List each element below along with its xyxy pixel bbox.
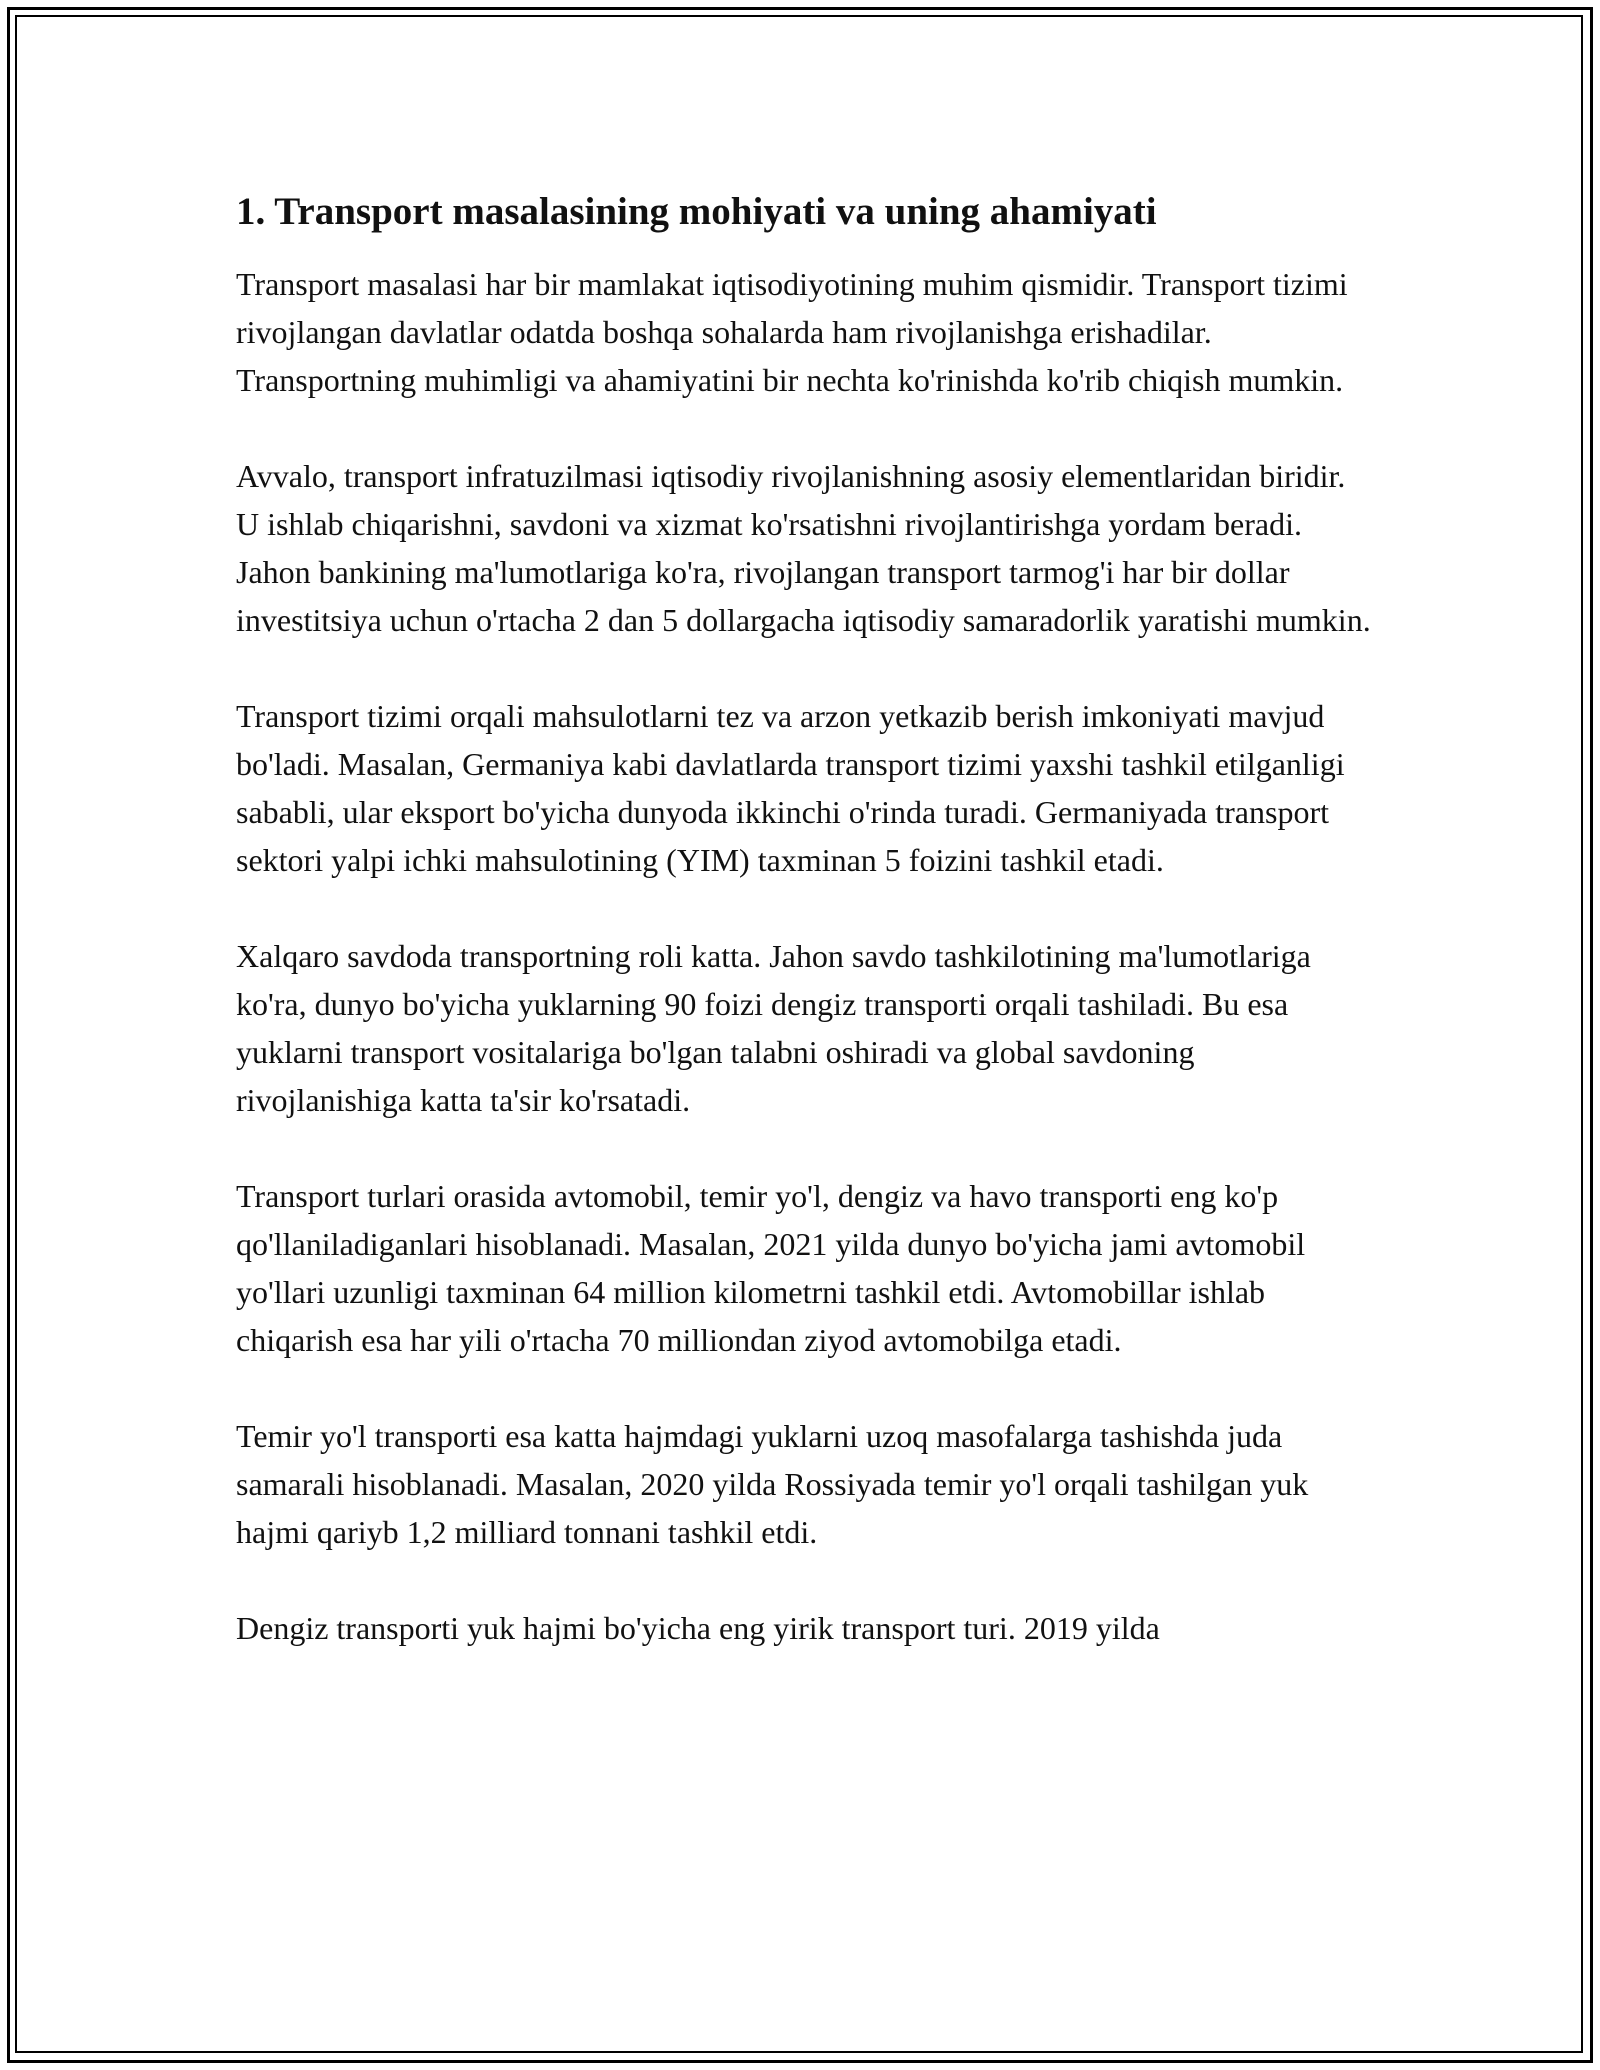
paragraph-5: Transport turlari orasida avtomobil, temir yo'l, dengiz va havo transporti eng ko'p qo'llaniladiganlari hisoblanadi. Masalan, 2021 yilda dunyo bo'yicha jami avtomobil yo'llari uzunligi taxminan 64 million kilometrni tashkil etdi. Avtomobillar ishlab chiqarish esa har yili o'rtacha 70 milliondan ziyod avtomobilga etadi.	[236, 1178, 1306, 1358]
paragraph-2: Avvalo, transport infratuzilmasi iqtisodiy rivojlanishning asosiy elementlaridan biridir. U ishlab chiqarishni, savdoni va xizmat ko'rsatishni rivojlantirishga yordam beradi. Jahon bankining ma'lumotlariga ko'ra, rivojlangan transport tarmog'i har bir dollar investitsiya uchun o'rtacha 2 dan 5 dollargacha iqtisodiy samaradorlik yaratishi mumkin.	[236, 458, 1371, 638]
document-body	[236, 186, 1376, 1700]
paragraph-6: Temir yo'l transporti esa katta hajmdagi yuklarni uzoq masofalarga tashishda juda samarali hisoblanadi. Masalan, 2020 yilda Rossiyada temir yo'l orqali tashilgan yuk hajmi qariyb 1,2 milliard tonnani tashkil etdi.	[236, 1418, 1309, 1550]
paragraph-1: Transport masalasi har bir mamlakat iqtisodiyotining muhim qismidir. Transport tizimi rivojlangan davlatlar odatda boshqa sohalarda ham rivojlanishga erishadilar. Transportning muhimligi va ahamiyatini bir nechta ko'rinishda ko'rib chiqish mumkin.	[236, 266, 1348, 398]
paragraph-4: Xalqaro savdoda transportning roli katta. Jahon savdo tashkilotining ma'lumotlariga ko'ra, dunyo bo'yicha yuklarning 90 foizi dengiz transporti orqali tashiladi. Bu esa yuklarni transport vositalariga bo'lgan talabni oshiradi va global savdoning rivojlanishiga katta ta'sir ko'rsatadi.	[236, 938, 1311, 1118]
paragraph-7: Dengiz transporti yuk hajmi bo'yicha eng yirik transport turi. 2019 yilda	[236, 1610, 1160, 1646]
section-heading: 1. Transport masalasining mohiyati va uning ahamiyati	[236, 190, 1157, 233]
paragraph-3: Transport tizimi orqali mahsulotlarni tez va arzon yetkazib berish imkoniyati mavjud bo'ladi. Masalan, Germaniya kabi davlatlarda transport tizimi yaxshi tashkil etilganligi sababli, ular eksport bo'yicha dunyoda ikkinchi o'rinda turadi. Germaniyada transport sektori yalpi ichki mahsulotining (YIM) taxminan 5 foizini tashkil etadi.	[236, 698, 1345, 878]
